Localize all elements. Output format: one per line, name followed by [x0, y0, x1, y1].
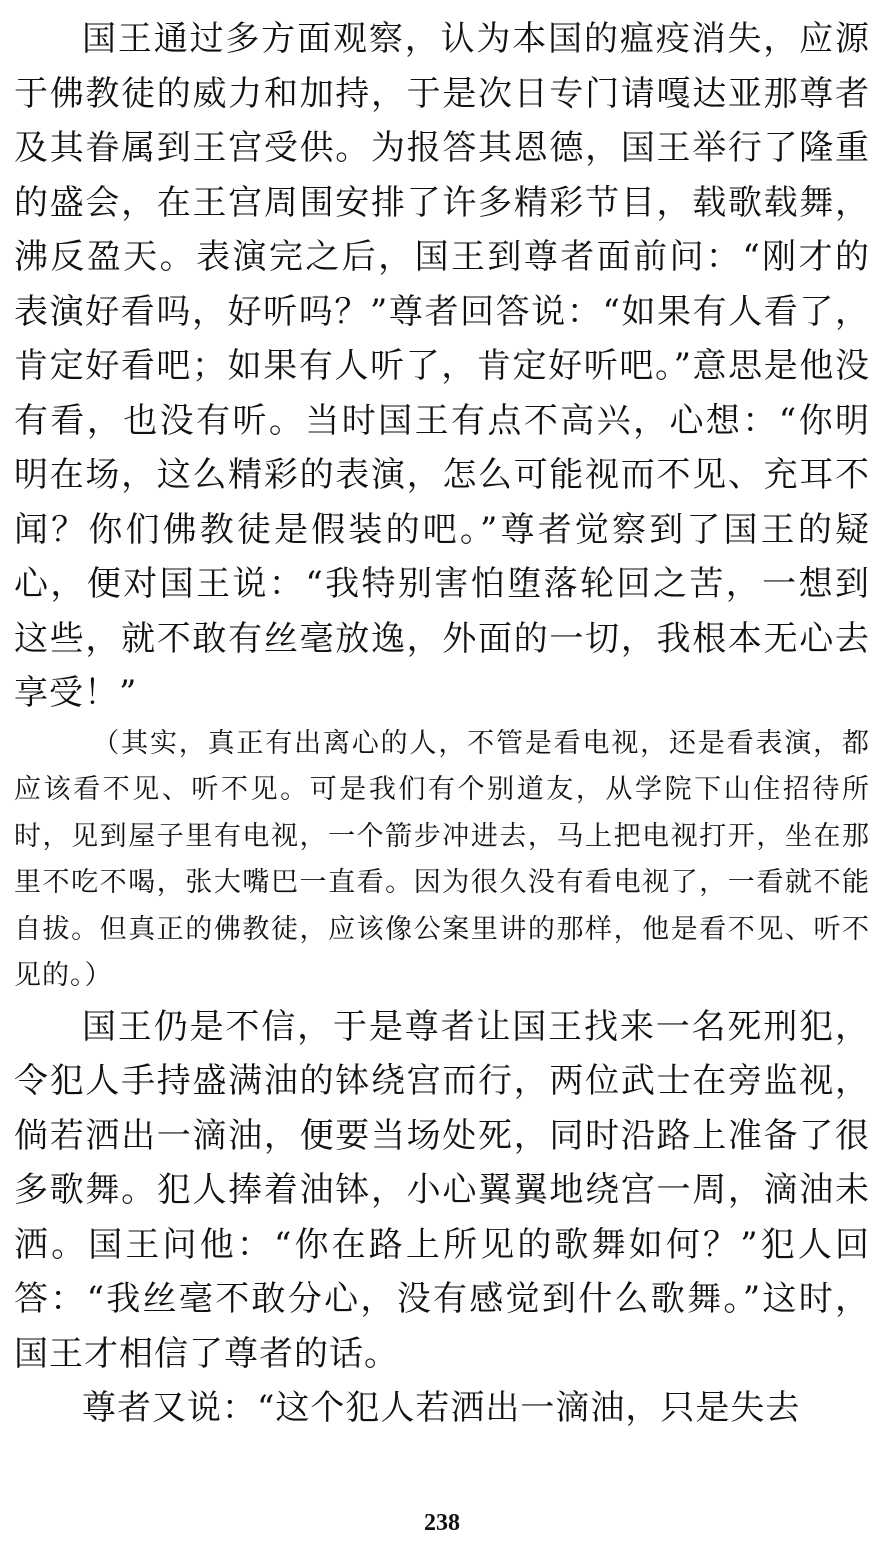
body-paragraph: 尊者又说：“这个犯人若洒出一滴油，只是失去: [82, 1388, 801, 1428]
page-number: 238: [424, 1510, 460, 1536]
body-paragraph: 国王通过多方面观察，认为本国的瘟疫消失，应源于佛教徒的威力和加持，于是次日专门请嘎达亚那尊者及其眷属到王宫受供。为报答其恩德，国王举行了隆重的盛会，在王宫周围安排了许多精彩节目，载歌载舞，沸反盈天。表演完之后，国王到尊者面前问：“刚才的表演好看吗，好听吗？”尊者回答说：“如果有人看了，肯定好看吧；如果有人听了，肯定好听吧。”意思是他没有看，也没有听。当时国王有点不高兴，心想：“你明明在场，这么精彩的表演，怎么可能视而不见、充耳不闻？你们佛教徒是假装的吧。”尊者觉察到了国王的疑心，便对国王说：“我特别害怕堕落轮回之苦，一想到这些，就不敢有丝毫放逸，外面的一切，我根本无心去享受！”: [14, 19, 870, 713]
note-paragraph: （其实，真正有出离心的人，不管是看电视，还是看表演，都应该看不见、听不见。可是我们有个别道友，从学院下山住招待所时，见到屋子里有电视，一个箭步冲进去，马上把电视打开，坐在那里不吃不喝，张大嘴巴一直看。因为很久没有看电视了，一看就不能自拔。但真正的佛教徒，应该像公案里讲的那样，他是看不见、听不见的。）: [14, 727, 870, 991]
page-body: [14, 12, 870, 1472]
body-paragraph: 国王仍是不信，于是尊者让国王找来一名死刑犯，令犯人手持盛满油的钵绕宫而行，两位武士在旁监视，倘若洒出一滴油，便要当场处死，同时沿路上准备了很多歌舞。犯人捧着油钵，小心翼翼地绕宫一周，滴油未洒。国王问他：“你在路上所见的歌舞如何？”犯人回答：“我丝毫不敢分心，没有感觉到什么歌舞。”这时，国王才相信了尊者的话。: [14, 1006, 870, 1374]
